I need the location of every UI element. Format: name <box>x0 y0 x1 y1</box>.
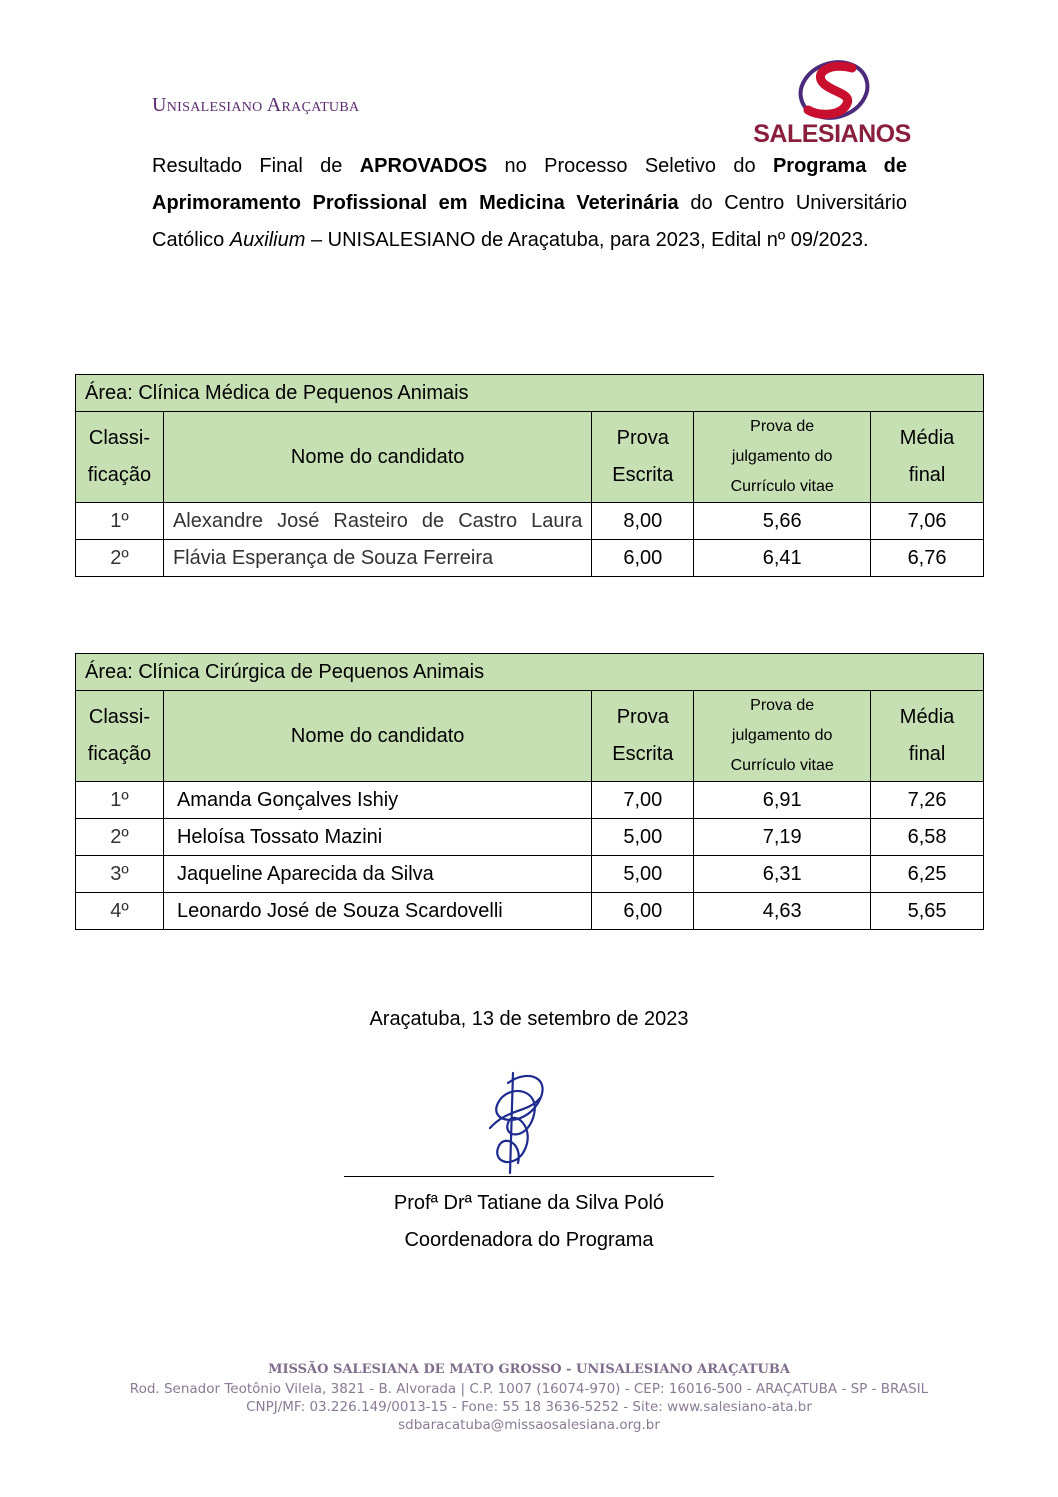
intro-text-7: – UNISALESIANO de Araçatuba, para 2023, Edital nº 09/2023. <box>305 229 869 251</box>
col-header-name: Nome do candidato <box>163 412 591 503</box>
results-table-clinica-medica <box>75 374 984 577</box>
candidate-name: Amanda Gonçalves Ishiy <box>163 782 591 819</box>
final-score: 7,06 <box>871 503 984 540</box>
col-header-name: Nome do candidato <box>163 691 591 782</box>
final-score: 5,65 <box>871 893 984 930</box>
candidate-name: Flávia Esperança de Souza Ferreira <box>163 540 591 577</box>
footer-address: Rod. Senador Teotônio Vilela, 3821 - B. Alvorada | C.P. 1007 (16074-970) - CEP: 16016-500 - ARAÇATUBA - SP - BRASIL <box>129 1381 929 1397</box>
written-score: 5,00 <box>592 856 694 893</box>
rank-cell: 3º <box>76 856 164 893</box>
rank-cell: 4º <box>76 893 164 930</box>
written-score: 7,00 <box>592 782 694 819</box>
col-header-rank: Classi- ficação <box>76 412 164 503</box>
cv-score: 6,41 <box>694 540 871 577</box>
signer-name: Profª Drª Tatiane da Silva Poló <box>393 1192 665 1214</box>
final-score: 7,26 <box>871 782 984 819</box>
table-row <box>76 819 984 856</box>
salesianos-s-emblem-icon <box>752 60 912 122</box>
written-score: 8,00 <box>592 503 694 540</box>
final-score: 6,25 <box>871 856 984 893</box>
rank-cell: 1º <box>76 503 164 540</box>
cv-score: 7,19 <box>694 819 871 856</box>
results-table-clinica-cirurgica <box>75 653 984 930</box>
cv-score: 5,66 <box>694 503 871 540</box>
col-header-cv: Prova de julgamento do Currículo vitae <box>694 691 871 782</box>
footer-organization: MISSÃO SALESIANA DE MATO GROSSO - UNISALESIANO ARAÇATUBA <box>268 1362 790 1377</box>
candidate-name: Alexandre José Rasteiro de Castro Laura <box>163 503 591 540</box>
document-date: Araçatuba, 13 de setembro de 2023 <box>369 1008 689 1030</box>
col-header-cv: Prova de julgamento do Currículo vitae <box>694 412 871 503</box>
rank-cell: 1º <box>76 782 164 819</box>
col-header-written: Prova Escrita <box>592 691 694 782</box>
written-score: 6,00 <box>592 540 694 577</box>
table-row <box>76 503 984 540</box>
table-row <box>76 856 984 893</box>
candidate-name: Jaqueline Aparecida da Silva <box>163 856 591 893</box>
signer-role: Coordenadora do Programa <box>404 1229 654 1251</box>
intro-text-3: no Processo Seletivo do <box>487 155 773 177</box>
candidate-name: Leonardo José de Souza Scardovelli <box>163 893 591 930</box>
col-header-written: Prova Escrita <box>592 412 694 503</box>
area-title: Área: Clínica Cirúrgica de Pequenos Animais <box>76 654 984 691</box>
col-header-final: Média final <box>871 412 984 503</box>
col-header-rank: Classi- ficação <box>76 691 164 782</box>
signature-icon <box>468 1068 558 1178</box>
candidate-name: Heloísa Tossato Mazini <box>163 819 591 856</box>
area-title: Área: Clínica Médica de Pequenos Animais <box>76 375 984 412</box>
table-row <box>76 782 984 819</box>
intro-paragraph <box>152 148 907 259</box>
intro-text-5: do Centro Universitário Católico <box>152 192 908 251</box>
written-score: 5,00 <box>592 819 694 856</box>
table-row <box>76 893 984 930</box>
final-score: 6,76 <box>871 540 984 577</box>
cv-score: 6,91 <box>694 782 871 819</box>
cv-score: 6,31 <box>694 856 871 893</box>
rank-cell: 2º <box>76 819 164 856</box>
table-row <box>76 540 984 577</box>
written-score: 6,00 <box>592 893 694 930</box>
rank-cell: 2º <box>76 540 164 577</box>
logo-text: SALESIANOS <box>753 120 911 148</box>
intro-approved: APROVADOS <box>359 155 488 177</box>
signature-line <box>344 1176 714 1177</box>
footer-contact: CNPJ/MF: 03.226.149/0013-15 - Fone: 55 18 3636-5252 - Site: www.salesiano-ata.br <box>246 1399 812 1415</box>
col-header-final: Média final <box>871 691 984 782</box>
intro-text-1: Resultado Final de <box>152 155 360 177</box>
institution-name: Unisalesiano Araçatuba <box>152 94 360 116</box>
intro-program-name: Programa de Aprimoramento Profissional em Medicina Veterinária <box>152 155 908 214</box>
final-score: 6,58 <box>871 819 984 856</box>
salesianos-logo <box>752 60 912 152</box>
cv-score: 4,63 <box>694 893 871 930</box>
footer-email: sdbaracatuba@missaosalesiana.org.br <box>398 1417 660 1433</box>
intro-auxilium: Auxilium <box>229 229 306 251</box>
